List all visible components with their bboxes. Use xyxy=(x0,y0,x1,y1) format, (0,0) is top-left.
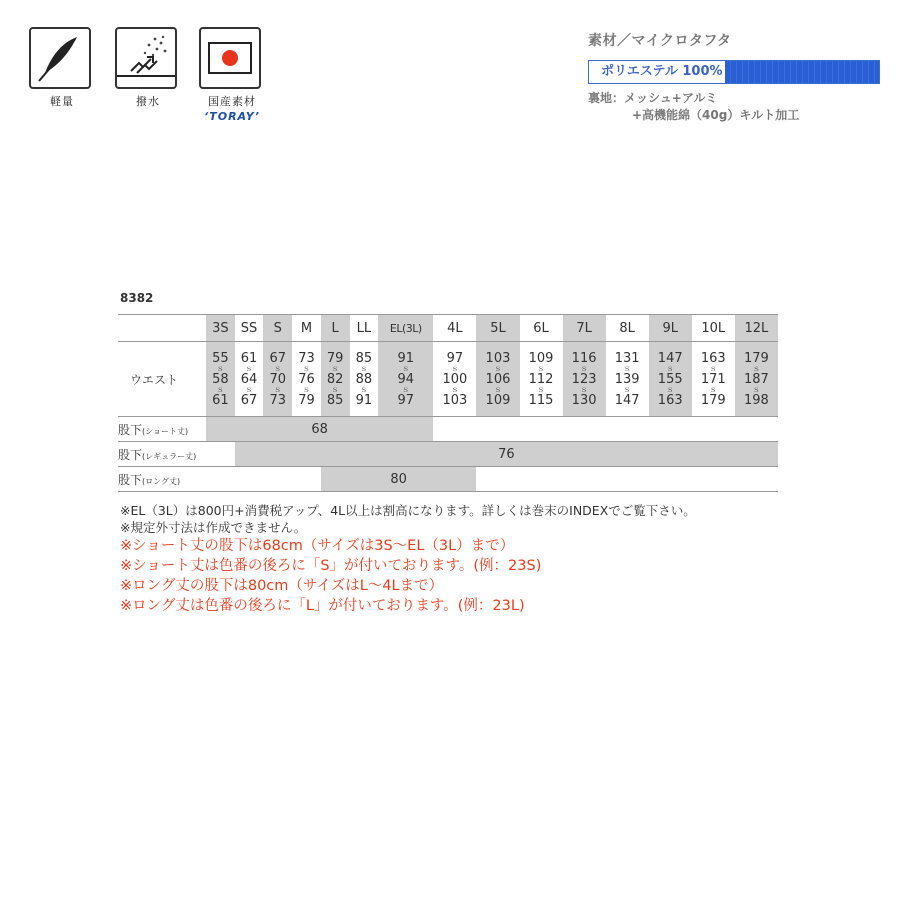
feature-label: 国産素材 xyxy=(208,95,256,108)
waist-cell: 79 ｓ 82 ｓ 85 xyxy=(321,342,350,417)
waist-cell: 147 ｓ 155 ｓ 163 xyxy=(649,342,692,417)
japan-flag-icon xyxy=(199,27,261,89)
notes xyxy=(120,502,800,616)
inseam-short-value: 68 xyxy=(206,417,433,442)
size-header: 10L xyxy=(692,315,735,342)
inseam-regular-label: 股下(レギュラー丈) xyxy=(118,442,206,467)
size-header: EL(3L) xyxy=(378,315,433,342)
waist-cell: 179 ｓ 187 ｓ 198 xyxy=(735,342,778,417)
material-title: 素材／マイクロタフタ xyxy=(588,33,732,49)
size-header: S xyxy=(263,315,292,342)
size-header: SS xyxy=(235,315,264,342)
feature-label: 撥水 xyxy=(136,95,160,108)
feature-domestic-material xyxy=(199,27,265,123)
feature-label: 軽量 xyxy=(50,95,74,108)
inseam-short-row xyxy=(118,417,778,442)
feather-icon xyxy=(29,27,91,89)
size-header: 5L xyxy=(476,315,519,342)
size-header: 12L xyxy=(735,315,778,342)
waist-row xyxy=(118,342,778,417)
note-short-suffix: ※ショート丈は色番の後ろに「S」が付いております。(例：23S) xyxy=(120,558,542,574)
size-header: 7L xyxy=(563,315,606,342)
inseam-long-label: 股下(ロング丈) xyxy=(118,467,206,492)
lining-info xyxy=(588,90,880,124)
header-corner xyxy=(118,315,206,342)
lining-line-1: 裏地：メッシュ+アルミ xyxy=(588,91,718,105)
waist-cell: 61 ｓ 64 ｓ 67 xyxy=(235,342,264,417)
size-header: 4L xyxy=(433,315,476,342)
note-surcharge: ※EL（3L）は800円+消費税アップ、4L以上は割高になります。詳しくは巻末のINDEXでご覧下さい。 xyxy=(120,503,696,518)
waist-cell: 91 ｓ 94 ｓ 97 xyxy=(378,342,433,417)
size-header: L xyxy=(321,315,350,342)
size-header: M xyxy=(292,315,321,342)
feature-water-repellent xyxy=(115,27,181,109)
inseam-long-value: 80 xyxy=(321,467,477,492)
size-header: 6L xyxy=(520,315,563,342)
inseam-long-row xyxy=(118,467,778,492)
waist-cell: 97 ｓ 100 ｓ 103 xyxy=(433,342,476,417)
inseam-regular-value: 76 xyxy=(235,442,778,467)
feature-lightweight xyxy=(29,27,95,109)
waist-cell: 85 ｓ 88 ｓ 91 xyxy=(350,342,379,417)
waist-cell: 73 ｓ 76 ｓ 79 xyxy=(292,342,321,417)
fiber-label: ポリエステル 100% xyxy=(601,64,723,79)
waist-cell: 109 ｓ 112 ｓ 115 xyxy=(520,342,563,417)
waist-cell: 67 ｓ 70 ｓ 73 xyxy=(263,342,292,417)
inseam-regular-row xyxy=(118,442,778,467)
inseam-short-empty xyxy=(433,417,778,442)
feature-icons xyxy=(29,27,269,127)
size-header: 9L xyxy=(649,315,692,342)
fiber-composition-bar xyxy=(588,60,880,84)
waist-cell: 55 ｓ 58 ｓ 61 xyxy=(206,342,235,417)
note-custom-size: ※規定外寸法は作成できません。 xyxy=(120,520,307,535)
size-header-row xyxy=(118,315,778,342)
note-long-inseam: ※ロング丈の股下は80cm（サイズはL～4Lまで） xyxy=(120,578,444,594)
lining-line-2: +高機能綿（40g）キルト加工 xyxy=(632,108,800,122)
size-table xyxy=(118,314,778,492)
inseam-long-empty-right xyxy=(476,467,778,492)
waist-cell: 103 ｓ 106 ｓ 109 xyxy=(476,342,519,417)
size-header: 8L xyxy=(606,315,649,342)
waist-cell: 116 ｓ 123 ｓ 130 xyxy=(563,342,606,417)
water-repellent-icon xyxy=(115,27,177,89)
size-header: LL xyxy=(350,315,379,342)
note-long-suffix: ※ロング丈は色番の後ろに「L」が付いております。(例：23L) xyxy=(120,598,525,614)
fiber-fill xyxy=(725,61,879,83)
size-header: 3S xyxy=(206,315,235,342)
note-short-inseam: ※ショート丈の股下は68cm（サイズは3S～EL（3L）まで） xyxy=(120,538,515,554)
inseam-long-empty-left xyxy=(206,467,321,492)
inseam-regular-empty xyxy=(206,442,235,467)
toray-brand: ‘TORAY’ xyxy=(204,110,260,123)
waist-cell: 131 ｓ 139 ｓ 147 xyxy=(606,342,649,417)
material-info xyxy=(588,30,880,124)
waist-label: ウエスト xyxy=(118,342,206,417)
waist-cell: 163 ｓ 171 ｓ 179 xyxy=(692,342,735,417)
inseam-short-label: 股下(ショート丈) xyxy=(118,417,206,442)
model-number: 8382 xyxy=(120,291,154,305)
